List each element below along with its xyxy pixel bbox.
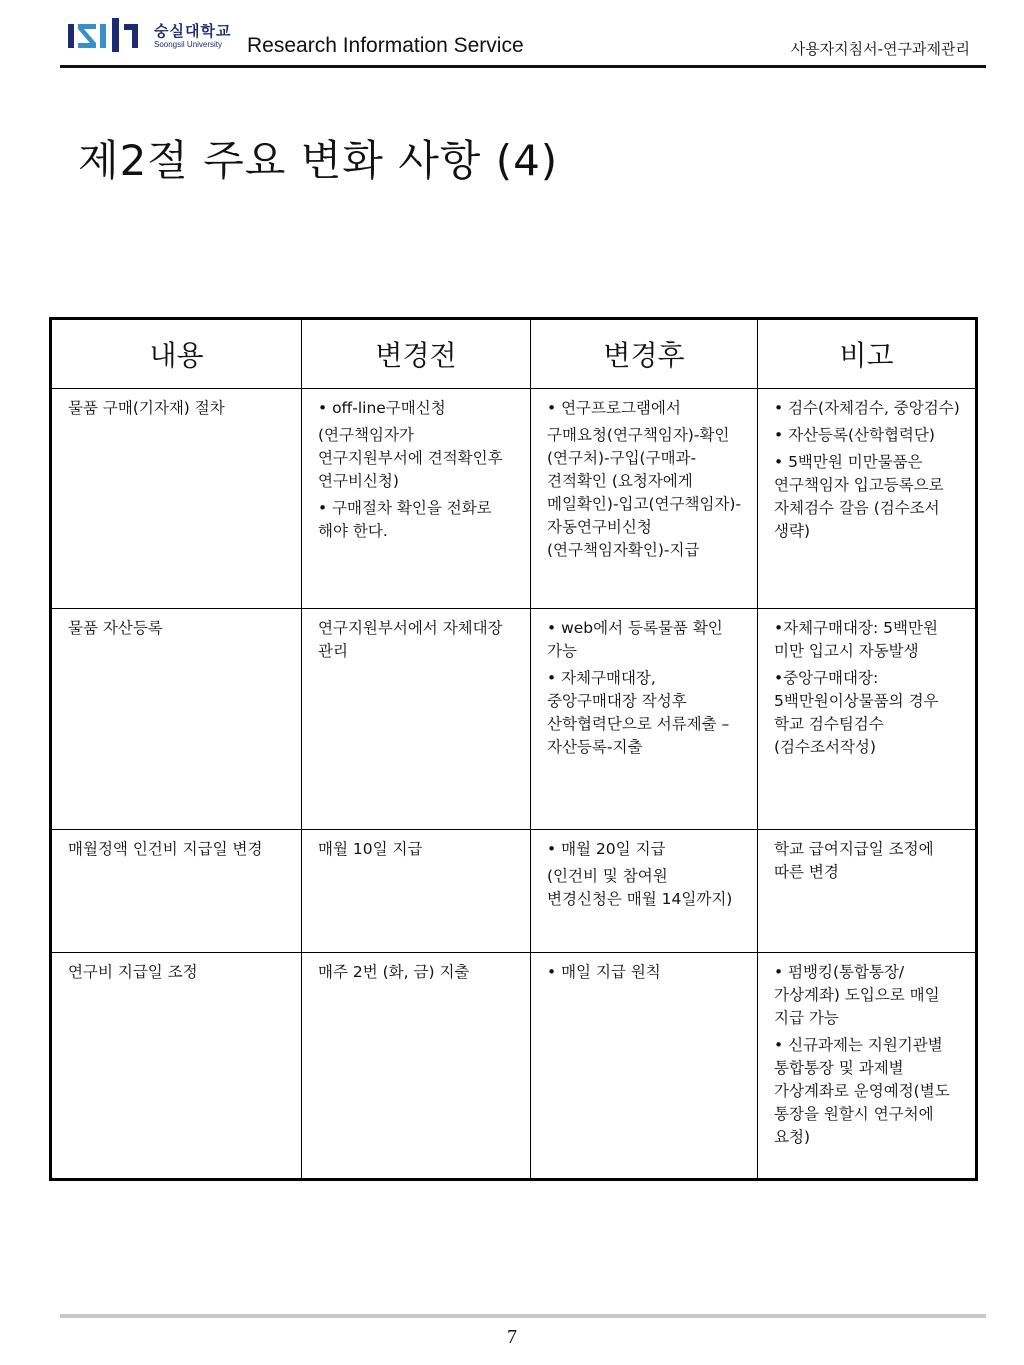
table-cell bbox=[51, 830, 302, 953]
cell-text: • 매일 지급 원칙 bbox=[547, 963, 661, 981]
cell-text: 연구지원부서에서 자체대장 관리 bbox=[318, 619, 503, 660]
cell-text: 물품 자산등록 bbox=[68, 619, 163, 637]
cell-text: 매월 10일 지급 bbox=[318, 840, 423, 858]
column-header-content: 내용 bbox=[51, 319, 302, 389]
table-header-row bbox=[51, 319, 977, 389]
cell-text: • 연구프로그램에서 bbox=[547, 399, 681, 417]
cell-text: • 구매절차 확인을 전화로 해야 한다. bbox=[318, 499, 492, 540]
footer-divider bbox=[60, 1314, 986, 1318]
table-cell bbox=[758, 953, 977, 1180]
table-cell bbox=[302, 830, 531, 953]
table-cell bbox=[51, 953, 302, 1180]
column-header-before: 변경전 bbox=[302, 319, 531, 389]
table-row bbox=[51, 830, 977, 953]
cell-text: 구매요청(연구책임자)-확인(연구처)-구입(구매과-견적확인 (요청자에게 메일확인)-입고(연구책임자)-자동연구비신청(연구책임자확인)-지급 bbox=[547, 426, 742, 559]
cell-text: • 매월 20일 지급 bbox=[547, 840, 666, 858]
cell-text: • 5백만원 미만물품은 연구책임자 입고등록으로 자체검수 갈음 (검수조서 생략) bbox=[774, 453, 944, 540]
logo-name-ko: 숭실대학교 bbox=[154, 22, 232, 40]
table-cell bbox=[531, 609, 758, 830]
cell-text: 물품 구매(기자재) 절차 bbox=[68, 399, 225, 417]
page-title: 제2절 주요 변화 사항 (4) bbox=[78, 136, 559, 186]
cell-text: • web에서 등록물품 확인 가능 bbox=[547, 619, 723, 660]
table-cell bbox=[302, 953, 531, 1180]
university-logo-icon bbox=[66, 18, 146, 54]
cell-text: (인건비 및 참여원 변경신청은 매월 14일까지) bbox=[547, 867, 733, 908]
table-row bbox=[51, 609, 977, 830]
cell-text: • off-line구매신청 bbox=[318, 399, 446, 417]
table-cell bbox=[758, 609, 977, 830]
table-row bbox=[51, 389, 977, 609]
header-divider bbox=[60, 65, 986, 68]
university-logo bbox=[66, 18, 236, 58]
table-cell bbox=[51, 389, 302, 609]
table-cell bbox=[302, 609, 531, 830]
document-title: 사용자지침서-연구과제관리 bbox=[790, 40, 970, 58]
cell-text: •자체구매대장: 5백만원 미만 입고시 자동발생 bbox=[774, 619, 938, 660]
cell-text: 연구비 지급일 조정 bbox=[68, 963, 198, 981]
logo-name-en: Soongsil University bbox=[154, 40, 223, 49]
cell-text: • 신규과제는 지원기관별 통합통장 및 과제별 가상계좌로 운영예정(별도 통장을 원할시 연구처에 요청) bbox=[774, 1036, 950, 1146]
cell-text: • 자체구매대장, 중앙구매대장 작성후 산학협력단으로 서류제출 – 자산등록-지출 bbox=[547, 669, 730, 756]
cell-text: (연구책임자가 연구지원부서에 견적확인후 연구비신청) bbox=[318, 426, 503, 490]
column-header-after: 변경후 bbox=[531, 319, 758, 389]
page-number: 7 bbox=[507, 1326, 517, 1348]
cell-text: 매주 2번 (화, 금) 지출 bbox=[318, 963, 470, 981]
table-cell bbox=[758, 830, 977, 953]
cell-text: •중앙구매대장: 5백만원이상물품의 경우 학교 검수팀검수(검수조서작성) bbox=[774, 669, 939, 756]
service-title: Research Information Service bbox=[247, 34, 524, 57]
table-cell bbox=[302, 389, 531, 609]
column-header-remarks: 비고 bbox=[758, 319, 977, 389]
cell-text: 매월정액 인건비 지급일 변경 bbox=[68, 840, 263, 858]
table-row bbox=[51, 953, 977, 1180]
page-header bbox=[60, 14, 986, 66]
table-cell bbox=[758, 389, 977, 609]
cell-text: 학교 급여지급일 조정에 따른 변경 bbox=[774, 840, 934, 881]
cell-text: • 검수(자체검수, 중앙검수) bbox=[774, 399, 960, 417]
table-cell bbox=[531, 953, 758, 1180]
cell-text: • 펌뱅킹(통합통장/가상계좌) 도입으로 매일 지급 가능 bbox=[774, 963, 940, 1027]
table-cell bbox=[531, 389, 758, 609]
table-cell bbox=[531, 830, 758, 953]
cell-text: • 자산등록(산학협력단) bbox=[774, 426, 935, 444]
changes-table bbox=[49, 317, 978, 1181]
table-cell bbox=[51, 609, 302, 830]
